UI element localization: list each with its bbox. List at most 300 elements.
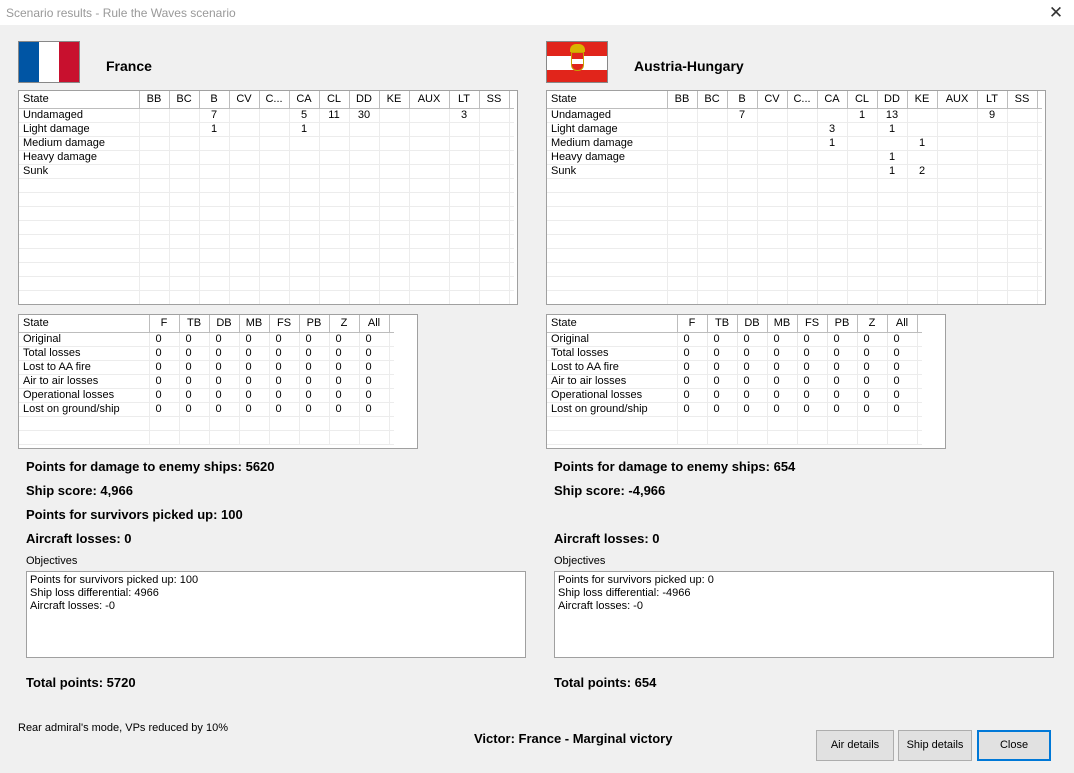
cell-value [907, 108, 937, 122]
cell-value [479, 178, 509, 192]
cell-value [349, 248, 379, 262]
column-header[interactable]: MB [239, 315, 269, 332]
table-row[interactable] [547, 192, 1042, 206]
cell-value [259, 108, 289, 122]
cell-value: 0 [767, 332, 797, 346]
cell-value [379, 164, 409, 178]
points-damage: Points for damage to enemy ships: 5620 [26, 459, 275, 474]
objective-line: Ship loss differential: -4966 [558, 587, 691, 599]
column-header[interactable]: CL [319, 91, 349, 108]
column-header[interactable]: State [547, 91, 667, 108]
cell-value [229, 220, 259, 234]
column-header[interactable]: F [149, 315, 179, 332]
column-header[interactable]: DB [209, 315, 239, 332]
column-header[interactable]: SS [479, 91, 509, 108]
ship-status-grid[interactable] [18, 90, 518, 305]
cell-value [319, 262, 349, 276]
column-header[interactable]: FS [269, 315, 299, 332]
row-label: Heavy damage [547, 150, 667, 164]
cell-value [199, 262, 229, 276]
cell-value [667, 108, 697, 122]
cell-value: 0 [359, 388, 389, 402]
table-row[interactable] [19, 332, 394, 346]
column-header[interactable]: BB [139, 91, 169, 108]
column-header[interactable]: CV [757, 91, 787, 108]
column-header[interactable]: All [887, 315, 917, 332]
column-header[interactable]: TB [707, 315, 737, 332]
column-header[interactable]: F [677, 315, 707, 332]
column-header[interactable]: Z [857, 315, 887, 332]
table-row[interactable] [547, 234, 1042, 248]
cell-value [269, 430, 299, 444]
cell-value [289, 276, 319, 290]
column-header[interactable]: MB [767, 315, 797, 332]
cell-value [479, 220, 509, 234]
objective-line: Aircraft losses: -0 [30, 600, 115, 612]
cell-value [907, 248, 937, 262]
cell-value [977, 136, 1007, 150]
column-header[interactable]: PB [827, 315, 857, 332]
cell-filler [389, 388, 394, 402]
cell-value [349, 220, 379, 234]
row-label [19, 262, 139, 276]
cell-value [697, 178, 727, 192]
cell-value: 0 [149, 402, 179, 416]
table-row[interactable] [19, 374, 394, 388]
column-header[interactable]: State [19, 315, 149, 332]
row-label: Air to air losses [547, 374, 677, 388]
table-row[interactable] [547, 374, 922, 388]
cell-value [409, 290, 449, 304]
table-row[interactable] [19, 164, 514, 178]
cell-value [349, 122, 379, 136]
cell-value [239, 416, 269, 430]
column-header[interactable]: PB [299, 315, 329, 332]
air-status-grid[interactable] [18, 314, 418, 449]
table-row[interactable] [547, 360, 922, 374]
cell-value [877, 262, 907, 276]
column-header[interactable]: State [19, 91, 139, 108]
row-label: Sunk [547, 164, 667, 178]
row-label [547, 290, 667, 304]
column-header[interactable]: KE [907, 91, 937, 108]
cell-value: 0 [329, 402, 359, 416]
victor-text: Victor: France - Marginal victory [474, 731, 673, 746]
cell-value [169, 234, 199, 248]
cell-filler [917, 430, 922, 444]
objectives-list[interactable] [554, 571, 1054, 658]
row-label: Operational losses [19, 388, 149, 402]
air-details-button[interactable]: Air details [816, 730, 894, 761]
cell-filler [389, 402, 394, 416]
cell-value [1007, 220, 1037, 234]
header-row [19, 91, 514, 108]
cell-value [329, 416, 359, 430]
cell-value [977, 192, 1007, 206]
cell-value [259, 262, 289, 276]
column-header[interactable]: DD [877, 91, 907, 108]
cell-value [409, 150, 449, 164]
cell-filler [509, 150, 514, 164]
cell-value: 0 [179, 332, 209, 346]
table-row[interactable] [547, 262, 1042, 276]
cell-value [817, 234, 847, 248]
cell-value [229, 164, 259, 178]
cell-value [289, 136, 319, 150]
cell-value [977, 290, 1007, 304]
cell-value: 0 [239, 374, 269, 388]
cell-value: 0 [857, 346, 887, 360]
column-header[interactable]: SS [1007, 91, 1037, 108]
cell-value [139, 108, 169, 122]
cell-value [727, 290, 757, 304]
table-row[interactable] [547, 276, 1042, 290]
cell-value [757, 178, 787, 192]
objectives-list[interactable] [26, 571, 526, 658]
cell-value: 0 [827, 346, 857, 360]
cell-value: 0 [299, 360, 329, 374]
cell-value [199, 136, 229, 150]
cell-value [139, 164, 169, 178]
column-header[interactable]: AUX [937, 91, 977, 108]
cell-value [907, 262, 937, 276]
cell-value [299, 430, 329, 444]
cell-value: 0 [857, 360, 887, 374]
mode-note: Rear admiral's mode, VPs reduced by 10% [18, 722, 228, 734]
cell-value [409, 206, 449, 220]
cell-value [319, 164, 349, 178]
cell-value [1007, 206, 1037, 220]
cell-value [449, 276, 479, 290]
row-label: Total losses [547, 346, 677, 360]
cell-value: 0 [239, 388, 269, 402]
table-row[interactable] [547, 332, 922, 346]
table-row[interactable] [547, 150, 1042, 164]
cell-value [449, 290, 479, 304]
cell-value [479, 164, 509, 178]
cell-value [937, 108, 977, 122]
cell-value [937, 234, 977, 248]
objective-line: Points for survivors picked up: 100 [30, 574, 199, 586]
column-header[interactable]: AUX [409, 91, 449, 108]
cell-value: 1 [847, 108, 877, 122]
cell-value [697, 262, 727, 276]
cell-value [667, 290, 697, 304]
table-row[interactable] [19, 150, 514, 164]
cell-value: 0 [179, 402, 209, 416]
table-row[interactable] [19, 402, 394, 416]
cell-value [449, 262, 479, 276]
cell-value [259, 248, 289, 262]
cell-value: 0 [299, 402, 329, 416]
table-row[interactable] [19, 178, 514, 192]
cell-filler [509, 122, 514, 136]
cell-filler [509, 108, 514, 122]
table-row[interactable] [547, 164, 1042, 178]
cell-value [349, 276, 379, 290]
cell-value [757, 108, 787, 122]
table-row[interactable] [19, 430, 394, 444]
cell-value: 0 [797, 332, 827, 346]
objective-line: Aircraft losses: -0 [558, 600, 643, 612]
column-header[interactable]: CL [847, 91, 877, 108]
cell-value [667, 136, 697, 150]
cell-value: 0 [209, 388, 239, 402]
cell-value: 0 [737, 388, 767, 402]
table-row[interactable] [19, 290, 514, 304]
table-row[interactable] [19, 192, 514, 206]
table-row[interactable] [19, 136, 514, 150]
cell-filler [917, 346, 922, 360]
cell-value: 0 [179, 374, 209, 388]
cell-value [907, 290, 937, 304]
cell-value [319, 206, 349, 220]
cell-value [937, 262, 977, 276]
table-row[interactable] [19, 388, 394, 402]
cell-filler [389, 332, 394, 346]
cell-value [449, 150, 479, 164]
cell-value [737, 416, 767, 430]
cell-value [139, 220, 169, 234]
cell-value [757, 192, 787, 206]
cell-value [139, 248, 169, 262]
cell-value [817, 262, 847, 276]
cell-value: 0 [269, 360, 299, 374]
table-row[interactable] [547, 136, 1042, 150]
cell-value [1007, 192, 1037, 206]
cell-value [169, 108, 199, 122]
cell-value: 0 [767, 374, 797, 388]
table-row[interactable] [547, 416, 922, 430]
cell-value [139, 136, 169, 150]
cell-value [937, 290, 977, 304]
table-row[interactable] [19, 360, 394, 374]
cell-value: 0 [299, 388, 329, 402]
cell-value [937, 248, 977, 262]
cell-value: 0 [677, 360, 707, 374]
table-row[interactable] [547, 402, 922, 416]
objectives-label: Objectives [554, 555, 606, 567]
column-header[interactable]: KE [379, 91, 409, 108]
cell-value [1007, 234, 1037, 248]
cell-value [787, 234, 817, 248]
cell-value [697, 290, 727, 304]
cell-value [379, 290, 409, 304]
table-row[interactable] [19, 220, 514, 234]
row-label [19, 416, 149, 430]
cell-value [319, 122, 349, 136]
cell-value [349, 136, 379, 150]
cell-value [887, 430, 917, 444]
cell-value: 1 [877, 122, 907, 136]
cell-value [847, 206, 877, 220]
cell-value [149, 416, 179, 430]
table-row[interactable] [547, 108, 1042, 122]
cell-value [827, 416, 857, 430]
table-row[interactable] [547, 290, 1042, 304]
air-status-grid[interactable] [546, 314, 946, 449]
table-row[interactable] [547, 178, 1042, 192]
cell-value: 0 [299, 332, 329, 346]
table-row[interactable] [19, 122, 514, 136]
cell-value: 0 [857, 332, 887, 346]
cell-value [667, 178, 697, 192]
cell-value [149, 430, 179, 444]
cell-value [319, 220, 349, 234]
cell-filler [389, 360, 394, 374]
close-button[interactable]: Close [977, 730, 1051, 761]
cell-value: 1 [877, 164, 907, 178]
cell-value [479, 234, 509, 248]
column-header[interactable]: C... [787, 91, 817, 108]
row-label: Lost on ground/ship [547, 402, 677, 416]
cell-value [449, 192, 479, 206]
column-header[interactable]: All [359, 315, 389, 332]
column-header[interactable]: B [727, 91, 757, 108]
column-header[interactable]: State [547, 315, 677, 332]
cell-value [169, 192, 199, 206]
cell-value [847, 178, 877, 192]
cell-value [847, 262, 877, 276]
cell-value [757, 206, 787, 220]
cell-value [677, 416, 707, 430]
table-row[interactable] [19, 262, 514, 276]
table-row[interactable] [19, 234, 514, 248]
cell-value [479, 192, 509, 206]
cell-value [667, 122, 697, 136]
table-row[interactable] [19, 206, 514, 220]
cell-value [479, 262, 509, 276]
cell-value [199, 248, 229, 262]
table-row[interactable] [547, 122, 1042, 136]
cell-value [787, 262, 817, 276]
cell-value [379, 122, 409, 136]
cell-value [229, 276, 259, 290]
cell-value [299, 416, 329, 430]
cell-value: 0 [677, 346, 707, 360]
cell-value [319, 290, 349, 304]
cell-value: 0 [179, 360, 209, 374]
cell-value: 0 [329, 332, 359, 346]
cell-value: 0 [707, 360, 737, 374]
column-header[interactable]: FS [797, 315, 827, 332]
cell-value: 0 [827, 374, 857, 388]
table-row[interactable] [19, 248, 514, 262]
cell-value [1007, 122, 1037, 136]
cell-value [409, 192, 449, 206]
table-row[interactable] [547, 248, 1042, 262]
table-row[interactable] [19, 276, 514, 290]
column-header[interactable]: LT [977, 91, 1007, 108]
cell-value [847, 136, 877, 150]
cell-value [409, 136, 449, 150]
column-header[interactable]: DD [349, 91, 379, 108]
cell-value: 0 [857, 402, 887, 416]
cell-value: 0 [329, 346, 359, 360]
cell-value [379, 108, 409, 122]
column-header[interactable]: BB [667, 91, 697, 108]
cell-value [1007, 136, 1037, 150]
table-row[interactable] [19, 346, 394, 360]
cell-value [409, 262, 449, 276]
cell-filler [1037, 206, 1042, 220]
cell-value [379, 248, 409, 262]
cell-value [169, 122, 199, 136]
cell-value [977, 206, 1007, 220]
cell-value [139, 234, 169, 248]
table-row[interactable] [547, 220, 1042, 234]
row-label [19, 220, 139, 234]
cell-value: 11 [319, 108, 349, 122]
ship-details-button[interactable]: Ship details [898, 730, 972, 761]
column-header[interactable]: BC [169, 91, 199, 108]
cell-value: 0 [707, 374, 737, 388]
cell-value [139, 178, 169, 192]
cell-value [877, 220, 907, 234]
cell-value [667, 164, 697, 178]
cell-value [847, 276, 877, 290]
cell-filler [1037, 122, 1042, 136]
cell-value [209, 430, 239, 444]
cell-value: 0 [767, 388, 797, 402]
table-row[interactable] [547, 346, 922, 360]
cell-filler [389, 430, 394, 444]
cell-value [1007, 248, 1037, 262]
close-icon[interactable]: ✕ [1048, 3, 1064, 23]
column-header[interactable]: TB [179, 315, 209, 332]
cell-value [787, 290, 817, 304]
cell-filler [389, 416, 394, 430]
column-header[interactable]: C... [259, 91, 289, 108]
cell-value [139, 122, 169, 136]
table-row[interactable] [547, 206, 1042, 220]
cell-value [449, 178, 479, 192]
table-row[interactable] [19, 108, 514, 122]
column-header[interactable]: DB [737, 315, 767, 332]
column-header[interactable]: CA [817, 91, 847, 108]
cell-value [937, 136, 977, 150]
cell-value [319, 178, 349, 192]
cell-value [349, 178, 379, 192]
cell-value [767, 430, 797, 444]
column-header[interactable]: CV [229, 91, 259, 108]
cell-value [169, 290, 199, 304]
cell-value [757, 220, 787, 234]
cell-value [349, 192, 379, 206]
table-row[interactable] [19, 416, 394, 430]
cell-value [727, 234, 757, 248]
column-header[interactable]: Z [329, 315, 359, 332]
cell-value: 0 [707, 402, 737, 416]
table-row[interactable] [547, 430, 922, 444]
column-header[interactable]: LT [449, 91, 479, 108]
column-header[interactable]: CA [289, 91, 319, 108]
cell-value [787, 122, 817, 136]
header-row [19, 315, 394, 332]
table-row[interactable] [547, 388, 922, 402]
cell-value [169, 164, 199, 178]
column-header[interactable]: BC [697, 91, 727, 108]
row-label: Lost to AA fire [547, 360, 677, 374]
cell-value [937, 220, 977, 234]
cell-value [289, 248, 319, 262]
cell-value [707, 430, 737, 444]
cell-value [847, 122, 877, 136]
objectives-label: Objectives [26, 555, 78, 567]
ship-status-grid[interactable] [546, 90, 1046, 305]
cell-value [199, 290, 229, 304]
column-header[interactable]: B [199, 91, 229, 108]
